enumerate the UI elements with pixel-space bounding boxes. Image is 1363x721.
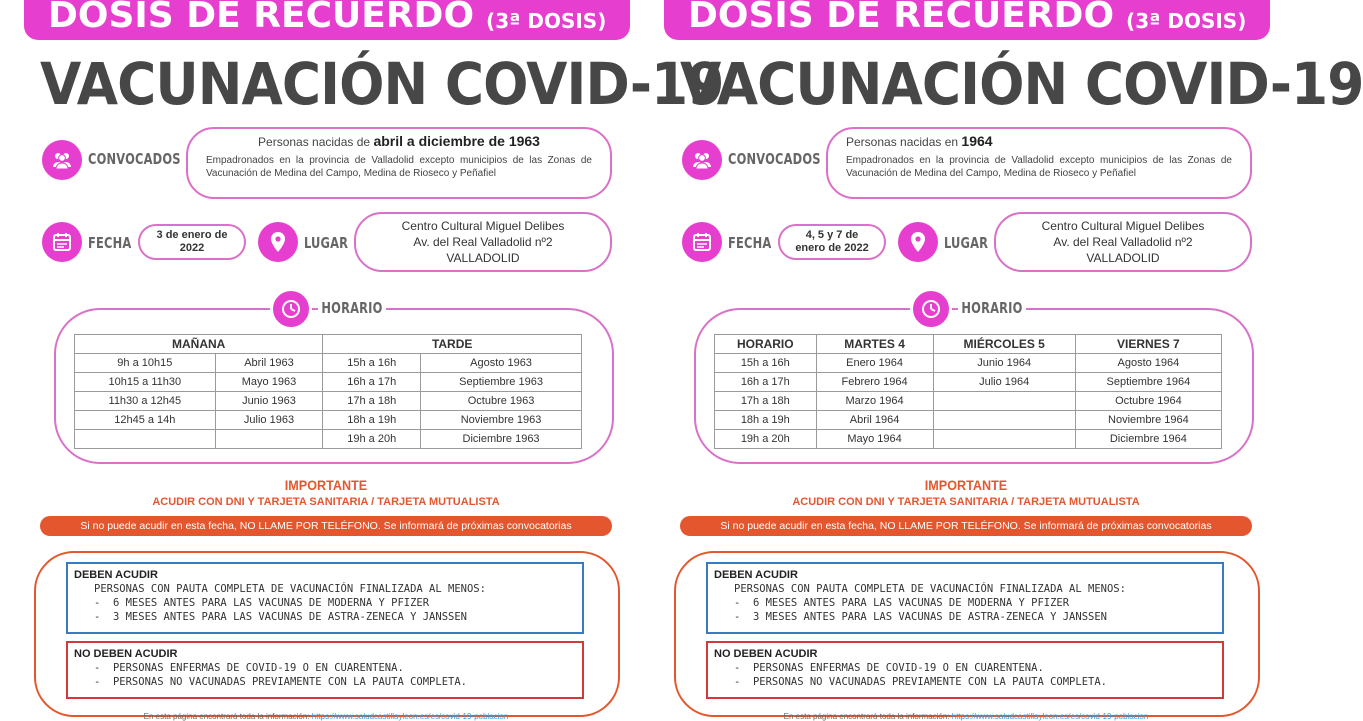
fecha-line2: enero de 2022 [795,242,869,254]
deben-acudir-box [706,562,1224,634]
cell: Octubre 1963 [421,392,582,411]
cell: Agosto 1964 [1075,354,1221,373]
page-title: VACUNACIÓN COVID-19 [680,50,1363,118]
no-deben-item1: - PERSONAS ENFERMAS DE COVID-19 O EN CUARENTENA. [734,662,1044,674]
convocados-birth-range: abril a diciembre de 1963 [373,133,540,149]
convocados-line1 [846,133,1232,149]
deben-item1-text: 6 MESES ANTES PARA LAS VACUNAS DE MODERNA Y PFIZER [752,597,1070,609]
cell: Diciembre 1964 [1075,430,1221,449]
cell: 18h a 19h [323,411,421,430]
deben-item2-text: 3 MESES ANTES PARA LAS VACUNAS DE ASTRA-ZENECA Y JANSSEN [752,611,1107,623]
fecha-box [778,224,886,260]
cell: 17h a 18h [715,392,817,411]
table-row [75,392,582,411]
page-title: VACUNACIÓN COVID-19 [40,50,724,118]
table-row [715,430,1222,449]
footer-text: En esta página encontrará toda la información: [143,712,310,721]
convocados-label: CONVOCADOS [728,150,821,168]
cell [75,430,216,449]
lugar-line1: Centro Cultural Miguel Delibes [1041,219,1205,233]
cell: Mayo 1964 [816,430,933,449]
convocados-label: CONVOCADOS [88,150,181,168]
footer [662,712,1270,721]
header-tarde: TARDE [323,335,582,354]
clock-icon [270,288,312,330]
lugar-label: LUGAR [944,234,989,252]
cell: Abril 1963 [215,354,323,373]
cell: 19h a 20h [323,430,421,449]
cell: 10h15 a 11h30 [75,373,216,392]
no-deben-acudir-box [66,641,584,699]
poster-left [22,0,724,721]
lugar-box [354,212,612,272]
deben-line1: PERSONAS CON PAUTA COMPLETA DE VACUNACIÓN FINALIZADA AL MENOS: [94,583,486,595]
convocados-line1 [206,133,592,149]
fecha-label: FECHA [728,234,772,252]
no-deben-title: NO DEBEN ACUDIR [714,648,818,660]
no-deben-item2: - PERSONAS NO VACUNADAS PREVIAMENTE CON LA PAUTA COMPLETA. [734,676,1107,688]
cell: Marzo 1964 [816,392,933,411]
calendar-icon [682,222,722,262]
cell: Noviembre 1963 [421,411,582,430]
acudir-note: ACUDIR CON DNI Y TARJETA SANITARIA / TARJETA MUTUALISTA [152,496,500,508]
lugar-line1: Centro Cultural Miguel Delibes [401,219,565,233]
lugar-line3: VALLADOLID [446,251,520,265]
header-cell: MIÉRCOLES 5 [933,335,1075,354]
table-row [715,411,1222,430]
header-manana: MAÑANA [75,335,323,354]
footer [22,712,630,721]
cell: 15h a 16h [715,354,817,373]
footer-link[interactable]: https://www.saludcastillayleon.es/es/covid-19-poblacion [311,712,509,721]
lugar-line3: VALLADOLID [1086,251,1160,265]
deben-item2: - 3 MESES ANTES PARA LAS VACUNAS DE ASTRA-ZENECA Y JANSSEN [734,611,1107,623]
deben-item2-text: 3 MESES ANTES PARA LAS VACUNAS DE ASTRA-ZENECA Y JANSSEN [112,611,467,623]
cell: 18h a 19h [715,411,817,430]
deben-line1: PERSONAS CON PAUTA COMPLETA DE VACUNACIÓN FINALIZADA AL MENOS: [734,583,1126,595]
convocados-birth-range: 1964 [961,133,993,149]
deben-title: DEBEN ACUDIR [714,569,798,581]
cell: 9h a 10h15 [75,354,216,373]
cell: Noviembre 1964 [1075,411,1221,430]
people-icon [682,140,722,180]
banner-subtitle: (3ª DOSIS) [486,9,607,33]
location-pin-icon [898,222,938,262]
deben-item2: - 3 MESES ANTES PARA LAS VACUNAS DE ASTRA-ZENECA Y JANSSEN [94,611,467,623]
no-deben-acudir-box [706,641,1224,699]
cell: 12h45 a 14h [75,411,216,430]
cell: Diciembre 1963 [421,430,582,449]
no-deben-item2-text: PERSONAS NO VACUNADAS PREVIAMENTE CON LA PAUTA COMPLETA. [112,676,467,688]
poster-right [662,0,1363,721]
footer-text: En esta página encontrará toda la información: [783,712,950,721]
top-banner [664,0,1270,40]
fecha-line1: 3 de enero de [156,229,228,241]
importante-heading: IMPORTANTE [284,477,368,493]
fecha-line1: 4, 5 y 7 de [805,229,859,241]
deben-acudir-box [66,562,584,634]
header-cell: VIERNES 7 [1075,335,1221,354]
footer-link[interactable]: https://www.saludcastillayleon.es/es/covid-19-poblacion [951,712,1149,721]
cell: Septiembre 1964 [1075,373,1221,392]
aviso-bar: Si no puede acudir en esta fecha, NO LLAME POR TELÉFONO. Se informará de próximas convocatorias [680,516,1252,536]
table-row [75,411,582,430]
lugar-line2: Av. del Real Valladolid nº2 [1053,235,1193,249]
banner-subtitle: (3ª DOSIS) [1126,9,1247,33]
table-row [75,430,582,449]
table-row [75,373,582,392]
importante-heading: IMPORTANTE [924,477,1008,493]
location-pin-icon [258,222,298,262]
cell: Junio 1964 [933,354,1075,373]
deben-item1: - 6 MESES ANTES PARA LAS VACUNAS DE MODERNA Y PFIZER [734,597,1070,609]
no-deben-title: NO DEBEN ACUDIR [74,648,178,660]
fecha-line2: 2022 [179,242,205,254]
cell: 19h a 20h [715,430,817,449]
lugar-label: LUGAR [304,234,349,252]
cell: Julio 1964 [933,373,1075,392]
cell: 16h a 17h [715,373,817,392]
schedule-table [714,334,1222,449]
header-cell: HORARIO [715,335,817,354]
cell: Enero 1964 [816,354,933,373]
horario-label: HORARIO [958,299,1026,317]
horario-label: HORARIO [318,299,386,317]
cell: Febrero 1964 [816,373,933,392]
cell: Septiembre 1963 [421,373,582,392]
cell [215,430,323,449]
banner-title: DOSIS DE RECUERDO [48,0,475,36]
no-deben-item2-text: PERSONAS NO VACUNADAS PREVIAMENTE CON LA PAUTA COMPLETA. [752,676,1107,688]
no-deben-item1-text: PERSONAS ENFERMAS DE COVID-19 O EN CUARENTENA. [112,662,404,674]
top-banner [24,0,630,40]
header-cell: MARTES 4 [816,335,933,354]
people-icon [42,140,82,180]
convocados-detail: Empadronados en la provincia de Valladolid excepto municipios de las Zonas de Vacunación de Medina del Campo, Medina de Rioseco y Peñafiel [846,155,1232,179]
no-deben-item1: - PERSONAS ENFERMAS DE COVID-19 O EN CUARENTENA. [94,662,404,674]
deben-item1: - 6 MESES ANTES PARA LAS VACUNAS DE MODERNA Y PFIZER [94,597,430,609]
cell: Abril 1964 [816,411,933,430]
table-row [715,392,1222,411]
aviso-bar: Si no puede acudir en esta fecha, NO LLAME POR TELÉFONO. Se informará de próximas convocatorias [40,516,612,536]
cell [933,430,1075,449]
cell: Agosto 1963 [421,354,582,373]
schedule-table [74,334,582,449]
clock-icon [910,288,952,330]
no-deben-item2: - PERSONAS NO VACUNADAS PREVIAMENTE CON LA PAUTA COMPLETA. [94,676,467,688]
cell [933,392,1075,411]
convocados-prefix: Personas nacidas de [258,135,371,149]
cell: 15h a 16h [323,354,421,373]
convocados-box [186,127,612,199]
lugar-box [994,212,1252,272]
table-row [715,354,1222,373]
cell: Mayo 1963 [215,373,323,392]
convocados-box [826,127,1252,199]
cell: 16h a 17h [323,373,421,392]
banner-title: DOSIS DE RECUERDO [688,0,1115,36]
table-row [715,373,1222,392]
acudir-note: ACUDIR CON DNI Y TARJETA SANITARIA / TARJETA MUTUALISTA [792,496,1140,508]
deben-item1-text: 6 MESES ANTES PARA LAS VACUNAS DE MODERNA Y PFIZER [112,597,430,609]
calendar-icon [42,222,82,262]
cell: Julio 1963 [215,411,323,430]
table-row [75,354,582,373]
deben-title: DEBEN ACUDIR [74,569,158,581]
cell: 11h30 a 12h45 [75,392,216,411]
cell [933,411,1075,430]
no-deben-item1-text: PERSONAS ENFERMAS DE COVID-19 O EN CUARENTENA. [752,662,1044,674]
cell: Junio 1963 [215,392,323,411]
lugar-line2: Av. del Real Valladolid nº2 [413,235,553,249]
fecha-box [138,224,246,260]
cell: 17h a 18h [323,392,421,411]
convocados-prefix: Personas nacidas en [846,135,959,149]
cell: Octubre 1964 [1075,392,1221,411]
fecha-label: FECHA [88,234,132,252]
convocados-detail: Empadronados en la provincia de Valladolid excepto municipios de las Zonas de Vacunación de Medina del Campo, Medina de Rioseco y Peñafiel [206,155,592,179]
